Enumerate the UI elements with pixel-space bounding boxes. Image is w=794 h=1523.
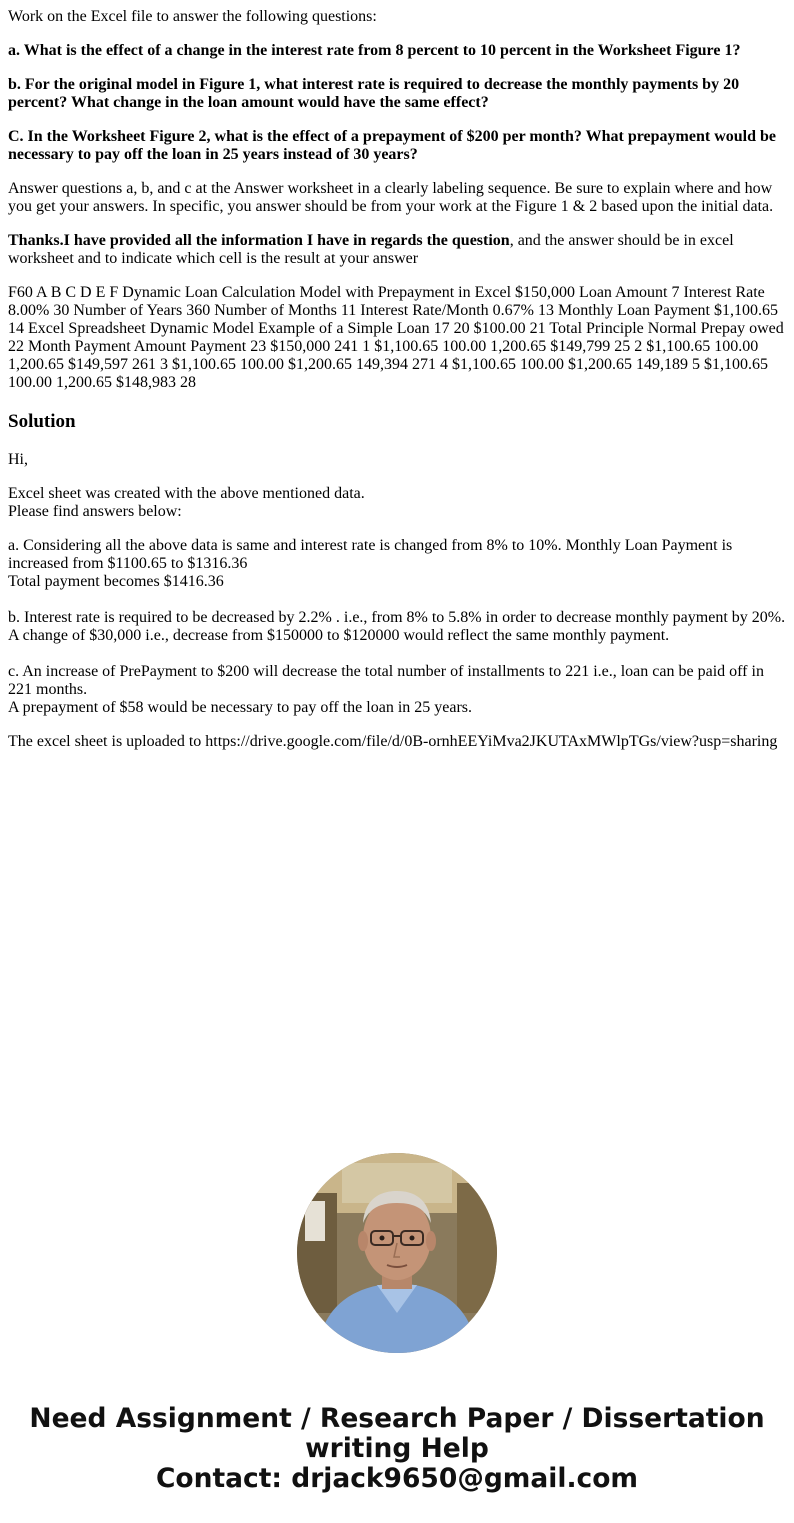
question-b: b. For the original model in Figure 1, what interest rate is required to decrease the monthly payments by 20 percent? What change in the loan amount would have the same effect? [8,76,740,111]
answer-c [8,663,786,717]
tutor-portrait-icon [297,1153,497,1353]
question-instructions: Answer questions a, b, and c at the Answer worksheet in a clearly labeling sequence. Be sure to explain where and how you get your answers. In specific, you answer should be from your work at the Figure 1 & 2 based upon the initial data. [8,180,774,215]
solution-intro-line1: Excel sheet was created with the above mentioned data. [8,485,365,502]
answer-a-line1: a. Considering all the above data is same and interest rate is changed from 8% to 10%. Monthly Loan Payment is increased from $1100.65 to $1316.36 [8,537,733,572]
answer-a [8,537,786,591]
answer-c-line1: c. An increase of PrePayment to $200 will decrease the total number of installments to 221 i.e., loan can be paid off in 221 months. [8,663,764,698]
question-intro: Work on the Excel file to answer the following questions: [8,8,377,25]
question-thanks [8,232,786,268]
avatar [297,1153,497,1353]
solution-greeting: Hi, [8,451,28,468]
answer-b-line1: b. Interest rate is required to be decreased by 2.2% . i.e., from 8% to 5.8% in order to decrease monthly payment by 20%. [8,609,786,626]
answer-b-line2: A change of $30,000 i.e., decrease from $150000 to $120000 would reflect the same monthly payment. [8,627,670,644]
promo-contact: Contact: drjack9650@gmail.com [155,1463,639,1494]
solution-intro [8,485,786,521]
solution-heading: Solution [8,411,76,432]
thanks-rest: , and the answer should be in excel worksheet and to indicate which cell is the result at your answer [8,232,734,267]
question-a: a. What is the effect of a change in the interest rate from 8 percent to 10 percent in the Worksheet Figure 1? [8,42,741,59]
spreadsheet-text-dump: F60 A B C D E F Dynamic Loan Calculation Model with Prepayment in Excel $150,000 Loan Amount 7 Interest Rate 8.00% 30 Number of Years 360 Number of Months 11 Interest Rate/Month 0.67% 13 Monthly Loan Payment $1,100.65 14 Excel Spreadsheet Dynamic Model Example of a Simple Loan 17 20 $100.00 21 Total Principle Normal Prepay owed 22 Month Payment Amount Payment 23 $150,000 241 1 $1,100.65 100.00 1,200.65 $149,799 25 2 $1,100.65 100.00 1,200.65 $149,597 261 3 $1,100.65 100.00 $1,200.65 149,394 271 4 $1,100.65 100.00 $1,200.65 149,189 5 $1,100.65 100.00 1,200.65 $148,983 28 [8,284,784,391]
promo-line-2: writing Help [305,1433,489,1464]
thanks-bold: Thanks.I have provided all the information I have in regards the question [8,232,510,249]
upload-note: The excel sheet is uploaded to https://drive.google.com/file/d/0B-ornhEEYiMva2JKUTAxMWlpTGs/view?usp=sharing [8,733,778,750]
promo-banner [0,1404,794,1494]
question-c: C. In the Worksheet Figure 2, what is the effect of a prepayment of $200 per month? What prepayment would be necessary to pay off the loan in 25 years instead of 30 years? [8,128,776,163]
promo-line-1: Need Assignment / Research Paper / Dissertation [29,1403,765,1434]
answer-a-line2: Total payment becomes $1416.36 [8,573,224,590]
answer-b [8,609,786,645]
solution-intro-line2: Please find answers below: [8,503,182,520]
answer-c-line2: A prepayment of $58 would be necessary to pay off the loan in 25 years. [8,699,473,716]
